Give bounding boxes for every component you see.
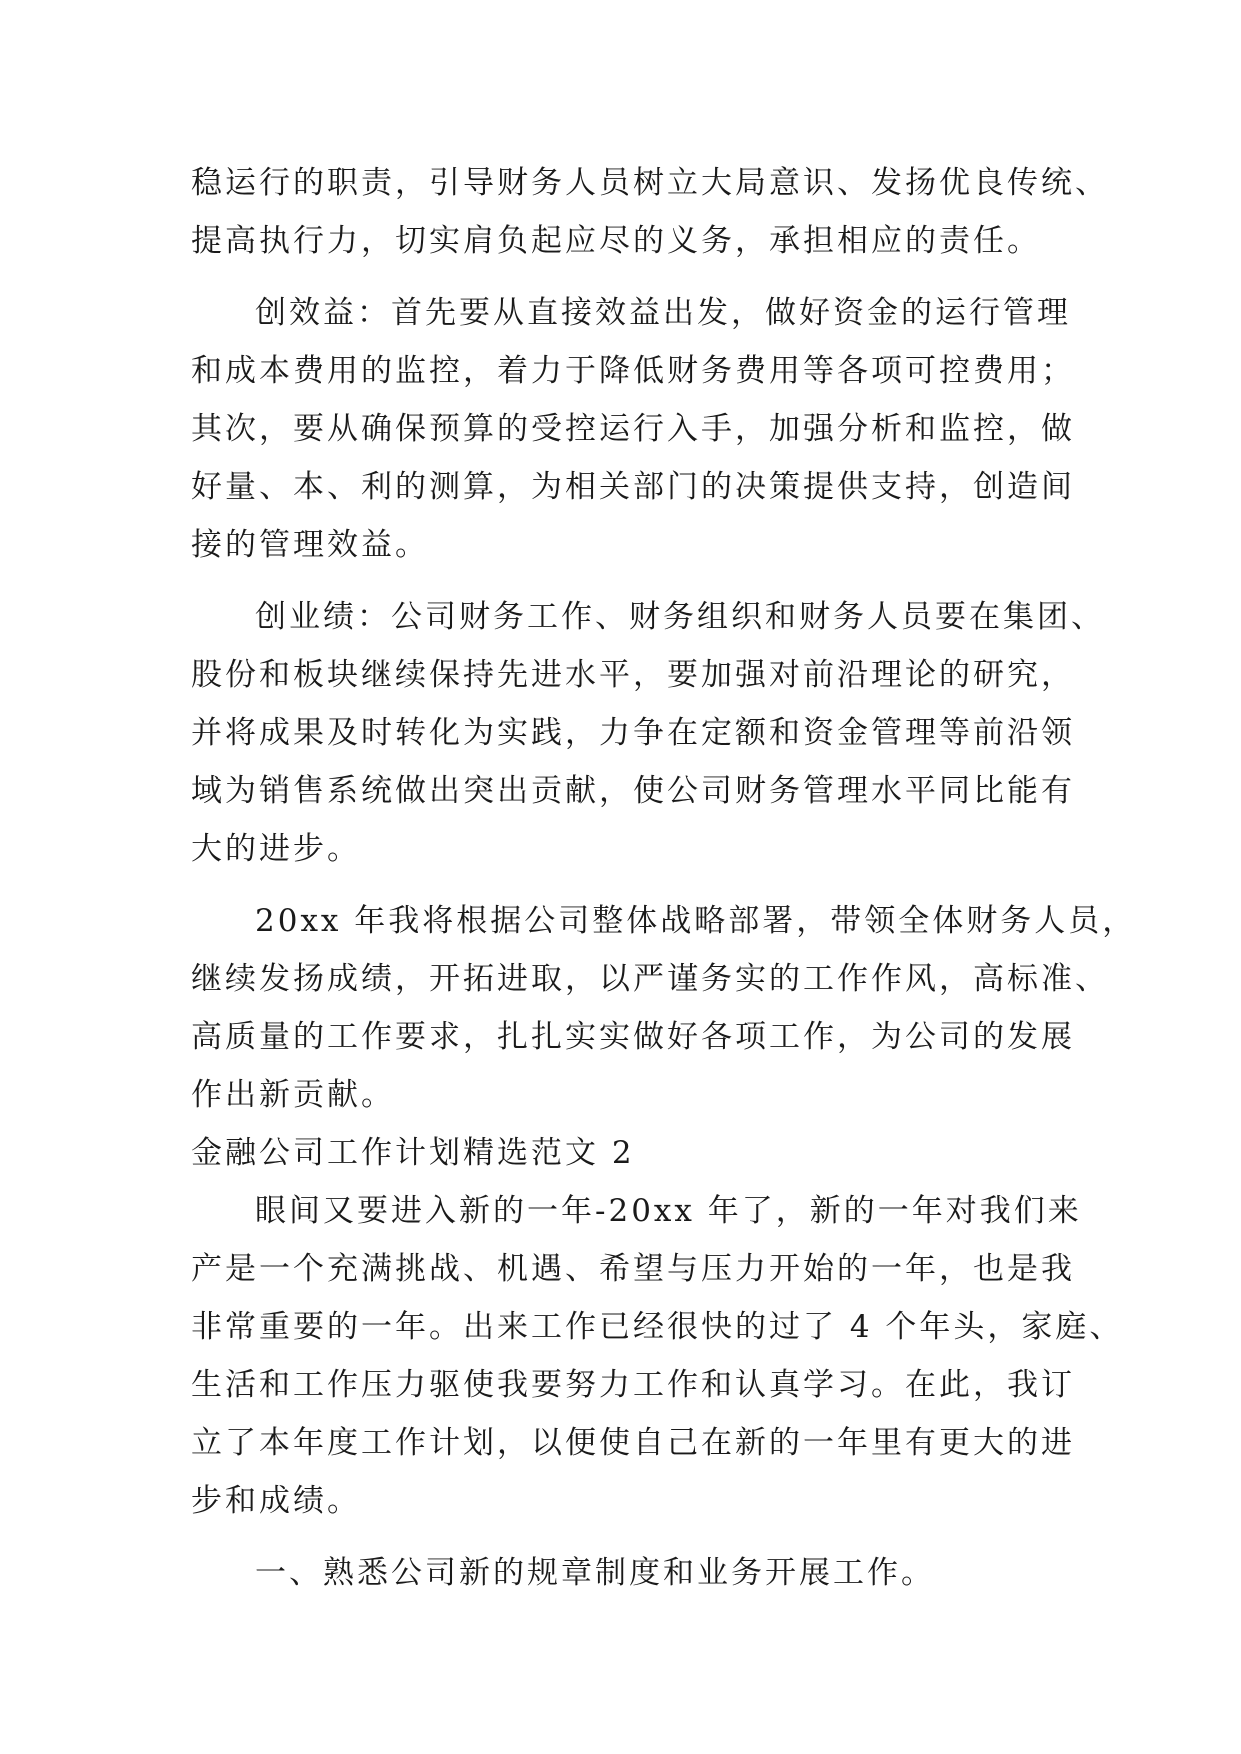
text-line: 眼间又要进入新的一年-20xx 年了，新的一年对我们来 (255, 1193, 1082, 1229)
text-line: 生活和工作压力驱使我要努力工作和认真学习。在此，我订 (191, 1367, 1075, 1403)
text-line: 创效益：首先要从直接效益出发，做好资金的运行管理 (255, 295, 1071, 331)
text-line: 其次，要从确保预算的受控运行入手，加强分析和监控，做 (191, 411, 1075, 447)
paragraph-p5 (191, 1182, 1124, 1530)
text-line: 立了本年度工作计划，以便使自己在新的一年里有更大的进 (191, 1425, 1075, 1461)
text-line: 20xx 年我将根据公司整体战略部署，带领全体财务人员， (255, 903, 1137, 939)
text-line: 提高执行力，切实肩负起应尽的义务，承担相应的责任。 (191, 223, 1041, 259)
text-line: 域为销售系统做出突出贡献，使公司财务管理水平同比能有 (191, 773, 1075, 809)
text-line: 稳运行的职责，引导财务人员树立大局意识、发扬优良传统、 (191, 165, 1109, 201)
text-line: 高质量的工作要求，扎扎实实做好各项工作，为公司的发展 (191, 1019, 1075, 1055)
text-line: 大的进步。 (191, 831, 361, 867)
paragraph-p6 (191, 1544, 1063, 1602)
text-line: 接的管理效益。 (191, 527, 429, 563)
text-line: 和成本费用的监控，着力于降低财务费用等各项可控费用； (191, 353, 1075, 389)
text-line: 步和成绩。 (191, 1483, 361, 1519)
text-line: 继续发扬成绩，开拓进取，以严谨务实的工作作风，高标准、 (191, 961, 1109, 997)
paragraph-p1 (191, 154, 1109, 270)
text-line: 并将成果及时转化为实践，力争在定额和资金管理等前沿领 (191, 715, 1075, 751)
text-line: 一、熟悉公司新的规章制度和业务开展工作。 (255, 1555, 935, 1591)
text-line: 好量、本、利的测算，为相关部门的决策提供支持，创造间 (191, 469, 1075, 505)
paragraph-p3 (191, 588, 1105, 878)
paragraph-p4 (191, 892, 1137, 1124)
text-line: 股份和板块继续保持先进水平，要加强对前沿理论的研究， (191, 657, 1075, 693)
text-line: 创业绩：公司财务工作、财务组织和财务人员要在集团、 (255, 599, 1105, 635)
text-line: 非常重要的一年。出来工作已经很快的过了 4 个年头，家庭、 (191, 1309, 1124, 1345)
heading-text: 金融公司工作计划精选范文 2 (191, 1135, 635, 1171)
paragraph-p2 (191, 284, 1075, 574)
text-line: 作出新贡献。 (191, 1077, 395, 1113)
document-body (191, 154, 1137, 1602)
text-line: 产是一个充满挑战、机遇、希望与压力开始的一年，也是我 (191, 1251, 1075, 1287)
section-heading (191, 1124, 1063, 1182)
